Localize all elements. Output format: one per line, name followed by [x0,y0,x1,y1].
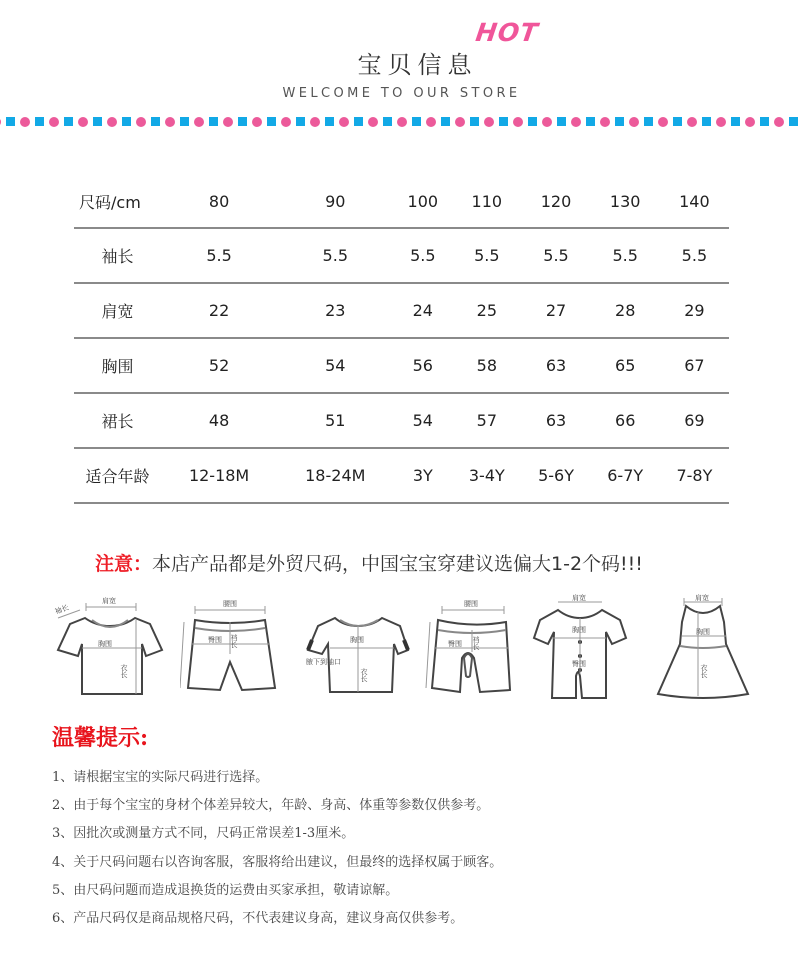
blue-square-icon [267,117,276,126]
svg-text:袖长: 袖长 [53,603,70,616]
table-cell: 5.5 [591,228,660,283]
tips-list [52,764,502,933]
table-cell: 22 [161,283,277,338]
blue-square-icon [615,117,624,126]
svg-text:臀围: 臀围 [208,636,222,644]
blue-square-icon [151,117,160,126]
size-header-cell: 140 [660,175,729,228]
blue-square-icon [122,117,131,126]
pink-dot-icon [223,117,233,127]
svg-text:胸围: 胸围 [350,636,364,644]
svg-text:胸围: 胸围 [572,626,586,634]
tip-item: 3、因批次或测量方式不同，尺码正常误差1-3厘米。 [52,826,355,842]
pink-dot-icon [513,117,523,127]
pink-dot-icon [745,117,755,127]
blue-square-icon [760,117,769,126]
table-cell: 5-6Y [521,448,590,503]
pink-dot-icon [774,117,784,127]
table-row [74,448,729,503]
row-label: 适合年龄 [74,448,161,503]
size-header-cell: 80 [161,175,277,228]
blue-square-icon [209,117,218,126]
tip-item: 2、由于每个宝宝的身材个体差异较大，年龄、身高、体重等参数仅供参考。 [52,798,490,814]
table-cell: 67 [660,338,729,393]
table-cell: 3Y [393,448,452,503]
shorts-diagram-icon [180,592,280,702]
tip-item: 1、请根据宝宝的实际尺码进行选择。 [52,770,269,785]
blue-square-icon [441,117,450,126]
size-header-label: 尺码/cm [74,175,161,228]
pink-dot-icon [20,117,30,127]
blue-square-icon [180,117,189,126]
table-cell: 56 [393,338,452,393]
pink-dot-icon [310,117,320,127]
pink-dot-icon [716,117,726,127]
row-label: 袖长 [74,228,161,283]
notice-text: 本店产品都是外贸尺码，中国宝宝穿建议选偏大1-2个码!!! [152,553,643,575]
pink-dot-icon [194,117,204,127]
pink-dot-icon [49,117,59,127]
svg-text:衣长: 衣长 [360,668,368,682]
pink-dot-icon [107,117,117,127]
svg-text:衣长: 衣长 [700,664,708,678]
pink-dot-icon [629,117,639,127]
tips-title: 温馨提示: [52,725,149,751]
table-cell: 63 [521,393,590,448]
pink-dot-icon [426,117,436,127]
size-table-header-row [74,175,729,228]
table-cell: 29 [660,283,729,338]
pink-dot-icon [252,117,262,127]
page-title [0,45,801,80]
svg-text:腰围: 腰围 [223,600,237,608]
pink-dot-icon [0,117,1,127]
page-subtitle-text: WELCOME TO OUR STORE [282,86,521,101]
pink-dot-icon [542,117,552,127]
pink-dot-icon [281,117,291,127]
table-cell: 5.5 [660,228,729,283]
pink-dot-icon [571,117,581,127]
blue-square-icon [673,117,682,126]
table-cell: 5.5 [521,228,590,283]
blue-square-icon [528,117,537,126]
svg-text:臀围: 臀围 [572,660,586,668]
pink-dot-icon [600,117,610,127]
svg-text:胸围: 胸围 [696,628,710,636]
size-table [74,175,729,504]
table-cell: 7-8Y [660,448,729,503]
romper-diagram-icon [528,592,638,702]
size-header-cell: 120 [521,175,590,228]
notice-lead: 注意： [95,553,153,575]
size-notice [95,549,643,576]
blue-square-icon [64,117,73,126]
table-cell: 5.5 [161,228,277,283]
table-cell: 28 [591,283,660,338]
tshirt-diagram-icon [50,592,170,702]
table-row [74,228,729,283]
pink-dot-icon [455,117,465,127]
page-title-text: 宝贝信息 [357,51,478,79]
svg-text:肩宽: 肩宽 [572,594,586,602]
table-cell: 57 [452,393,521,448]
blue-square-icon [35,117,44,126]
pink-dot-icon [658,117,668,127]
blue-square-icon [238,117,247,126]
blue-square-icon [354,117,363,126]
blue-square-icon [296,117,305,126]
svg-text:肩宽: 肩宽 [102,597,116,605]
measurement-diagrams [50,592,770,702]
table-cell: 24 [393,283,452,338]
table-cell: 51 [277,393,393,448]
table-cell: 5.5 [393,228,452,283]
blue-square-icon [93,117,102,126]
svg-text:胸围: 胸围 [98,640,112,648]
svg-text:衣长: 衣长 [120,664,128,678]
table-cell: 23 [277,283,393,338]
table-cell: 48 [161,393,277,448]
blue-square-icon [702,117,711,126]
svg-text:腰围: 腰围 [464,600,478,608]
table-cell: 69 [660,393,729,448]
table-cell: 58 [452,338,521,393]
pink-dot-icon [339,117,349,127]
pants-diagram-icon [420,592,520,702]
blue-square-icon [470,117,479,126]
table-cell: 54 [393,393,452,448]
pink-dot-icon [165,117,175,127]
table-cell: 25 [452,283,521,338]
blue-square-icon [789,117,798,126]
blue-square-icon [557,117,566,126]
pink-dot-icon [78,117,88,127]
svg-text:裆长: 裆长 [472,636,480,650]
row-label: 裙长 [74,393,161,448]
svg-text:裆长: 裆长 [230,634,238,648]
blue-square-icon [6,117,15,126]
blue-square-icon [731,117,740,126]
row-label: 胸围 [74,338,161,393]
blue-square-icon [383,117,392,126]
table-cell: 54 [277,338,393,393]
row-label: 肩宽 [74,283,161,338]
hot-badge: HOT [473,18,541,47]
table-cell: 66 [591,393,660,448]
blue-square-icon [412,117,421,126]
svg-text:腋下到袖口: 腋下到袖口 [306,658,341,666]
svg-text:臀围: 臀围 [448,640,462,648]
table-cell: 6-7Y [591,448,660,503]
blue-square-icon [325,117,334,126]
table-cell: 18-24M [277,448,393,503]
tip-item: 4、关于尺码问题右以咨询客服，客服将给出建议，但最终的选择权属于顾客。 [52,854,503,870]
table-row [74,338,729,393]
svg-text:肩宽: 肩宽 [695,594,709,602]
pink-dot-icon [687,117,697,127]
size-header-cell: 90 [277,175,393,228]
size-header-cell: 100 [393,175,452,228]
table-cell: 63 [521,338,590,393]
blue-square-icon [644,117,653,126]
pink-dot-icon [397,117,407,127]
dotted-divider [0,116,801,127]
blue-square-icon [499,117,508,126]
table-cell: 27 [521,283,590,338]
table-row [74,393,729,448]
table-row [74,283,729,338]
size-header-cell: 130 [591,175,660,228]
dress-diagram-icon [648,592,758,702]
table-cell: 65 [591,338,660,393]
tip-item: 6、产品尺码仅是商品规格尺码，不代表建议身高，建议身高仅供参考。 [52,911,464,927]
pink-dot-icon [484,117,494,127]
table-cell: 12-18M [161,448,277,503]
raglan-tee-diagram-icon [300,592,410,702]
page-subtitle [0,86,801,101]
blue-square-icon [586,117,595,126]
table-cell: 52 [161,338,277,393]
table-cell: 5.5 [452,228,521,283]
size-header-cell: 110 [452,175,521,228]
tip-item: 5、由尺码问题而造成退换货的运费由买家承担，敬请谅解。 [52,882,399,898]
pink-dot-icon [368,117,378,127]
pink-dot-icon [136,117,146,127]
table-cell: 3-4Y [452,448,521,503]
table-cell: 5.5 [277,228,393,283]
